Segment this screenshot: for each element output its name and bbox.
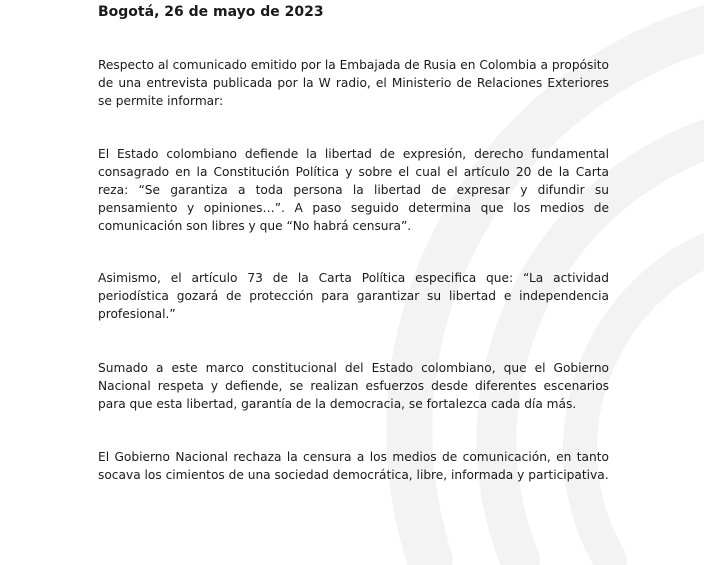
paragraph-rejects-censorship: El Gobierno Nacional rechaza la censura a los medios de comunicación, en tanto socava los cimientos de una sociedad democrática, libre, informada y participativa. <box>98 450 609 482</box>
paragraph-article-73: Asimismo, el artículo 73 de la Carta Política especifica que: “La actividad periodística gozará de protección para garantizar su libertad e independencia profesional.” <box>98 271 609 321</box>
paragraph-constitutional-framework: Sumado a este marco constitucional del Estado colombiano, que el Gobierno Nacional respeta y defiende, se realizan esfuerzos desde diferentes escenarios para que esta libertad, garantía de la democracia, se fortalezca cada día más. <box>98 361 609 411</box>
document-date: Bogotá, 26 de mayo de 2023 <box>98 4 324 20</box>
paragraph-intro: Respecto al comunicado emitido por la Embajada de Rusia en Colombia a propósito de una entrevista publicada por la W radio, el Ministerio de Relaciones Exteriores se permite informar: <box>98 58 609 108</box>
paragraph-freedom-of-expression: El Estado colombiano defiende la libertad de expresión, derecho fundamental consagrado en la Constitución Política y sobre el cual el artículo 20 de la Carta reza: “Se garantiza a toda persona la libertad de expresar y difundir su pensamiento y opiniones…”. A paso seguido determina que los medios de comunicación son libres y que “No habrá censura”. <box>98 147 609 233</box>
